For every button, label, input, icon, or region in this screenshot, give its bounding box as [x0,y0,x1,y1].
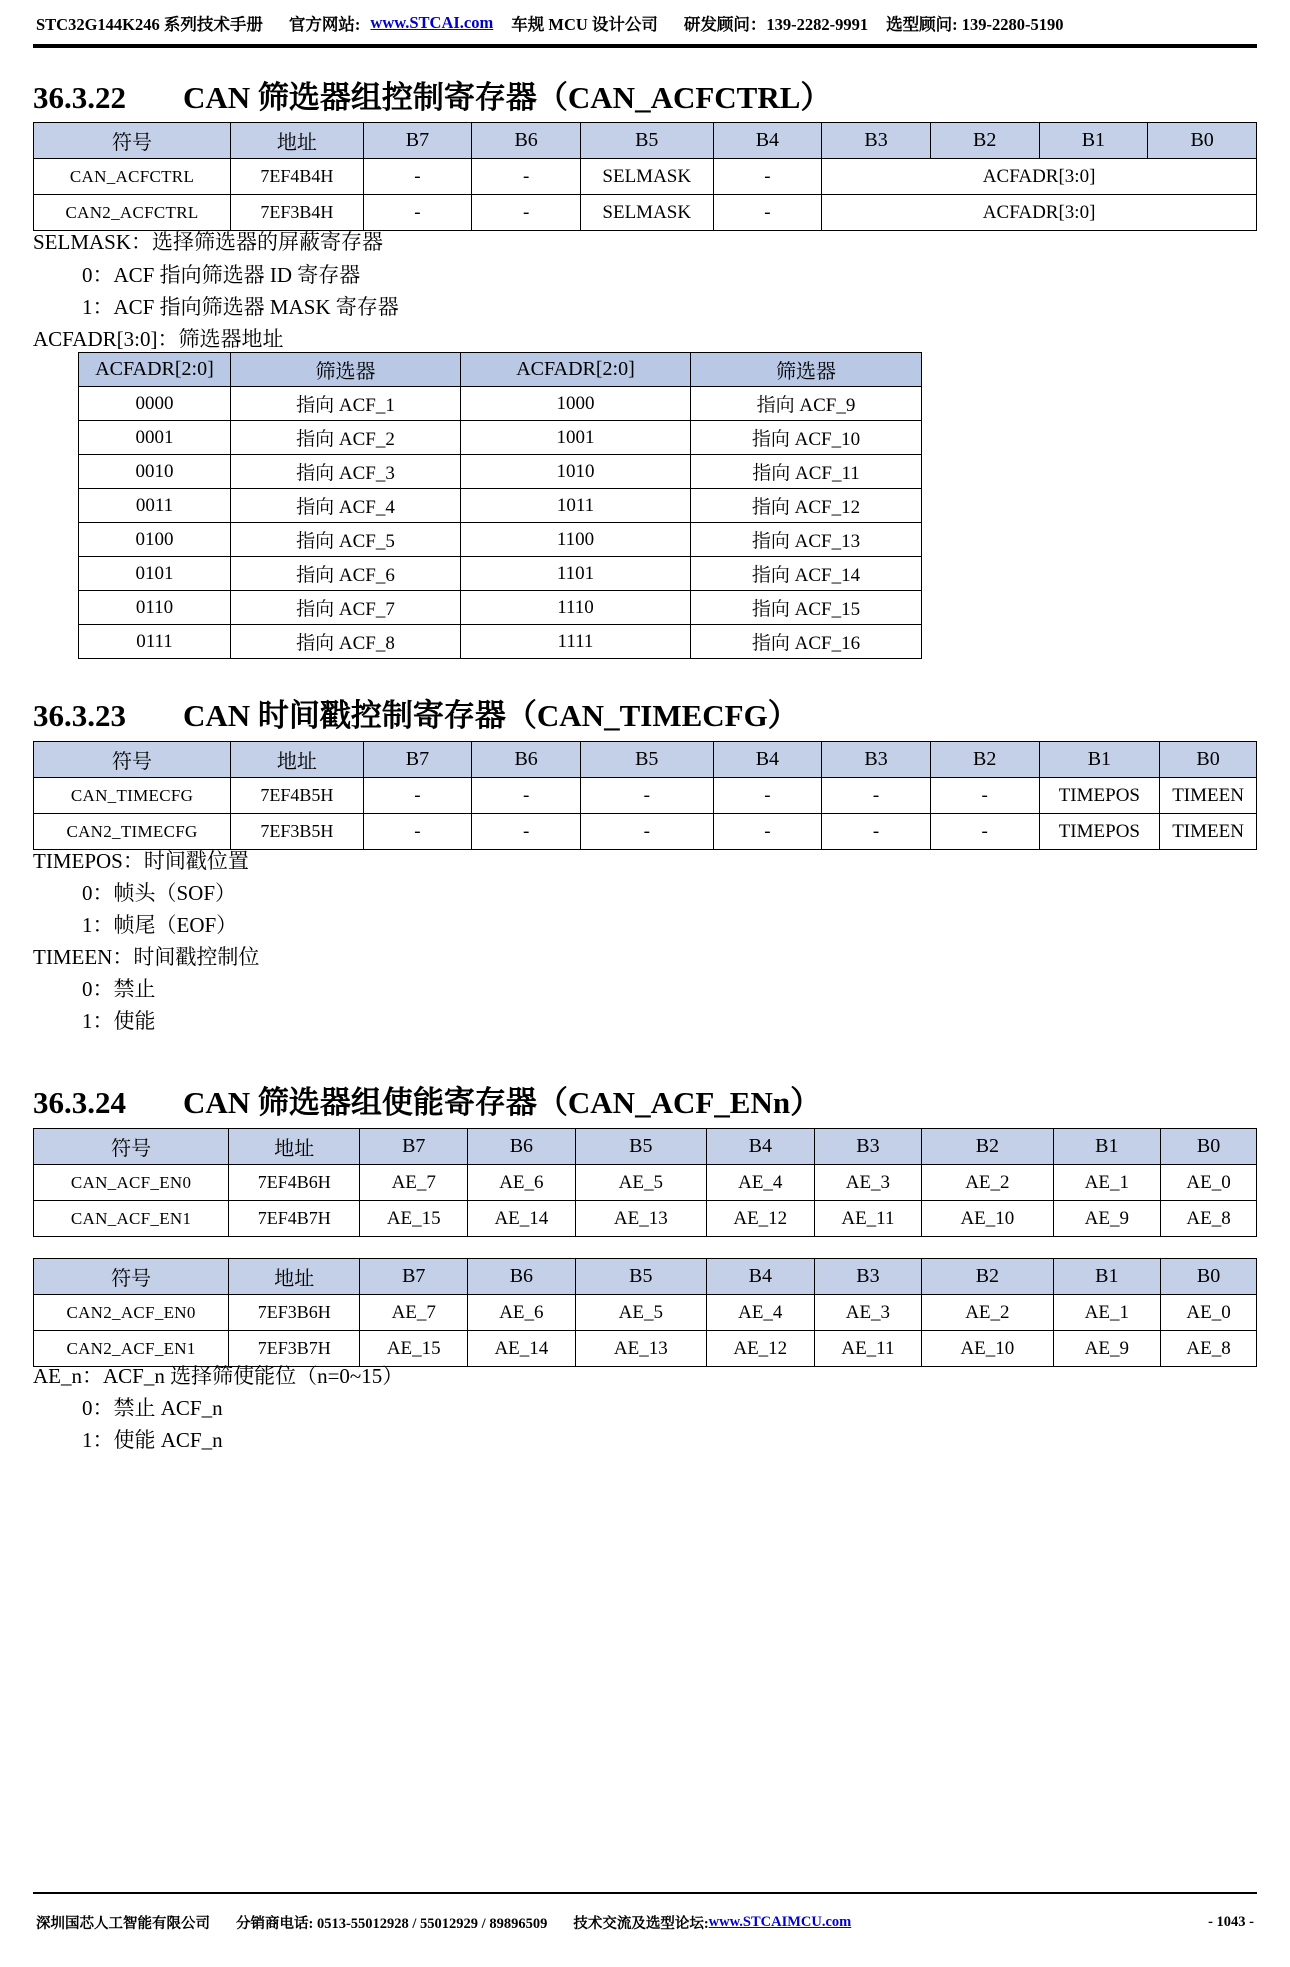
cell-symbol: CAN2_ACF_EN1 [34,1331,229,1367]
cell-b6: - [472,159,581,195]
table-row [79,625,922,659]
ae-n-value-1: 1：使能 ACF_n [82,1428,223,1452]
footer-company: 深圳国芯人工智能有限公司 [36,1915,210,1932]
cell-b6: AE_14 [468,1201,576,1237]
can-timecfg-register-table [33,741,1257,850]
col-header-b7: B7 [363,123,472,159]
cell-b2: - [930,778,1039,814]
cell-symbol: CAN_ACFCTRL [34,159,231,195]
timeen-value-1: 1：使能 [82,1009,156,1033]
cell-symbol: CAN2_TIMECFG [34,814,231,850]
col-header-b1: B1 [1039,123,1148,159]
cell-address: 7EF3B7H [229,1331,360,1367]
col-header-symbol: 符号 [34,1129,229,1165]
section-title: CAN 时间戳控制寄存器（CAN_TIMECFG） [183,698,799,733]
cell-symbol: CAN_ACF_EN0 [34,1165,229,1201]
cell-b2: - [930,814,1039,850]
col-header-b1: B1 [1053,1129,1161,1165]
cell-filter-right: 指向 ACF_9 [691,387,922,421]
cell-acfadr-left: 0111 [79,625,231,659]
section-number: 36.3.24 [33,1085,126,1120]
timeen-value-0: 0：禁止 [82,977,156,1001]
table-row [79,489,922,523]
cell-address: 7EF3B6H [229,1295,360,1331]
cell-b6: AE_6 [468,1295,576,1331]
col-header-b4: B4 [713,123,822,159]
cell-b6: AE_14 [468,1331,576,1367]
cell-filter-left: 指向 ACF_3 [231,455,461,489]
table-header-row [79,353,922,387]
cell-b5: - [580,814,713,850]
col-header-b6: B6 [468,1259,576,1295]
cell-filter-right: 指向 ACF_16 [691,625,922,659]
cell-b0: AE_8 [1161,1331,1257,1367]
cell-b3: AE_3 [814,1165,922,1201]
cell-acfadr-left: 0101 [79,557,231,591]
acfadr-mapping-table [78,352,922,659]
page-header [0,0,1290,46]
cell-b6: - [472,195,581,231]
cell-filter-right: 指向 ACF_14 [691,557,922,591]
header-selection-consultant: 选型顾问: 139-2280-5190 [886,15,1064,34]
timepos-description-title: TIMEPOS：时间戳位置 [33,849,249,873]
cell-b4: AE_4 [706,1165,814,1201]
footer-page-number: - 1043 - [1208,1913,1254,1930]
col-header-b6: B6 [468,1129,576,1165]
col-header-b6: B6 [472,742,581,778]
col-header-address: 地址 [229,1259,360,1295]
cell-b6: AE_6 [468,1165,576,1201]
col-header-b0: B0 [1161,1129,1257,1165]
col-header-b0: B0 [1160,742,1257,778]
cell-b4: AE_12 [706,1201,814,1237]
cell-b4: AE_4 [706,1295,814,1331]
header-divider [33,44,1257,48]
cell-acfadr-right: 1110 [461,591,691,625]
cell-address: 7EF3B4H [231,195,364,231]
table-row [34,1201,1257,1237]
col-header-address: 地址 [229,1129,360,1165]
cell-b4: - [713,195,822,231]
timeen-description-title: TIMEEN：时间戳控制位 [33,945,260,969]
section-heading-36-3-23 [33,690,799,735]
cell-acfadr-left: 0110 [79,591,231,625]
table-row [79,421,922,455]
col-header-acfadr-right: ACFADR[2:0] [461,353,691,387]
header-rnd-consultant: 研发顾问：139-2282-9991 [683,15,869,34]
cell-b1: AE_1 [1053,1165,1161,1201]
col-header-b2: B2 [922,1129,1053,1165]
cell-symbol: CAN_TIMECFG [34,778,231,814]
cell-b1: TIMEPOS [1039,814,1160,850]
col-header-b5: B5 [575,1259,706,1295]
col-header-b4: B4 [706,1129,814,1165]
cell-acfadr-left: 0011 [79,489,231,523]
col-header-b4: B4 [713,742,822,778]
col-header-b2: B2 [930,742,1039,778]
table-header-row [34,1259,1257,1295]
footer-distributor-phones: 分销商电话: 0513-55012928 / 55012929 / 89896509 [236,1915,548,1932]
section-number: 36.3.23 [33,698,126,733]
cell-acfadr-right: 1010 [461,455,691,489]
cell-b2: AE_2 [922,1165,1053,1201]
cell-filter-right: 指向 ACF_13 [691,523,922,557]
col-header-b7: B7 [360,1129,468,1165]
section-heading-36-3-24 [33,1077,821,1122]
footer-forum-link[interactable]: www.STCAIMCU.com [708,1913,852,1930]
cell-acfadr-right: 1001 [461,421,691,455]
cell-b3: - [822,778,931,814]
cell-address: 7EF4B7H [229,1201,360,1237]
cell-b7: AE_15 [360,1201,468,1237]
header-site-link[interactable]: www.STCAI.com [370,13,494,32]
col-header-b2: B2 [922,1259,1053,1295]
cell-acfadr-right: 1011 [461,489,691,523]
ae-n-description-title: AE_n：ACF_n 选择筛使能位（n=0~15） [33,1364,404,1388]
cell-b2: AE_10 [922,1201,1053,1237]
cell-b3: AE_11 [814,1201,922,1237]
cell-b0: AE_0 [1161,1295,1257,1331]
table-row [79,455,922,489]
cell-b1: AE_1 [1053,1295,1161,1331]
section-heading-36-3-22 [33,72,831,117]
cell-b7: - [363,814,472,850]
cell-symbol: CAN2_ACF_EN0 [34,1295,229,1331]
cell-filter-right: 指向 ACF_11 [691,455,922,489]
cell-b7: AE_15 [360,1331,468,1367]
cell-acfadr-span: ACFADR[3:0] [822,159,1257,195]
col-header-b3: B3 [814,1259,922,1295]
cell-b3: - [822,814,931,850]
cell-b0: TIMEEN [1160,778,1257,814]
can-acf-en-register-table-1 [33,1128,1257,1237]
col-header-b1: B1 [1039,742,1160,778]
cell-b0: TIMEEN [1160,814,1257,850]
cell-b5: AE_5 [575,1295,706,1331]
cell-b2: AE_10 [922,1331,1053,1367]
cell-filter-right: 指向 ACF_10 [691,421,922,455]
table-row [79,387,922,421]
cell-b4: - [713,814,822,850]
cell-acfadr-left: 0000 [79,387,231,421]
cell-filter-right: 指向 ACF_15 [691,591,922,625]
cell-acfadr-right: 1000 [461,387,691,421]
col-header-b4: B4 [706,1259,814,1295]
cell-address: 7EF4B6H [229,1165,360,1201]
header-site-label: 官方网站: [288,15,361,34]
section-title: CAN 筛选器组使能寄存器（CAN_ACF_ENn） [183,1085,822,1120]
cell-b7: AE_7 [360,1165,468,1201]
selmask-description-title: SELMASK：选择筛选器的屏蔽寄存器 [33,230,384,254]
cell-filter-left: 指向 ACF_2 [231,421,461,455]
table-header-row [34,742,1257,778]
cell-b5: SELMASK [580,159,713,195]
cell-b7: - [363,159,472,195]
cell-address: 7EF4B5H [231,778,364,814]
col-header-b7: B7 [360,1259,468,1295]
cell-address: 7EF4B4H [231,159,364,195]
section-number: 36.3.22 [33,80,126,115]
cell-b6: - [472,814,581,850]
cell-acfadr-left: 0010 [79,455,231,489]
table-row [79,557,922,591]
cell-acfadr-span: ACFADR[3:0] [822,195,1257,231]
col-header-b3: B3 [822,742,931,778]
table-header-row [34,1129,1257,1165]
cell-b1: AE_9 [1053,1201,1161,1237]
cell-filter-left: 指向 ACF_4 [231,489,461,523]
cell-acfadr-right: 1101 [461,557,691,591]
cell-b6: - [472,778,581,814]
cell-b7: - [363,778,472,814]
selmask-value-1: 1：ACF 指向筛选器 MASK 寄存器 [82,295,399,319]
section-title: CAN 筛选器组控制寄存器（CAN_ACFCTRL） [183,80,832,115]
col-header-b5: B5 [580,123,713,159]
col-header-b3: B3 [822,123,931,159]
cell-b3: AE_3 [814,1295,922,1331]
cell-symbol: CAN_ACF_EN1 [34,1201,229,1237]
cell-b1: TIMEPOS [1039,778,1160,814]
cell-b4: - [713,159,822,195]
cell-b2: AE_2 [922,1295,1053,1331]
ae-n-value-0: 0：禁止 ACF_n [82,1396,223,1420]
cell-b5: AE_5 [575,1165,706,1201]
cell-filter-left: 指向 ACF_7 [231,591,461,625]
col-header-b3: B3 [814,1129,922,1165]
cell-b4: - [713,778,822,814]
cell-filter-left: 指向 ACF_8 [231,625,461,659]
cell-b3: AE_11 [814,1331,922,1367]
col-header-acfadr-left: ACFADR[2:0] [79,353,231,387]
col-header-symbol: 符号 [34,742,231,778]
cell-acfadr-left: 0100 [79,523,231,557]
cell-b0: AE_8 [1161,1201,1257,1237]
cell-filter-left: 指向 ACF_6 [231,557,461,591]
can-acfctrl-register-table [33,122,1257,231]
table-header-row [34,123,1257,159]
col-header-symbol: 符号 [34,123,231,159]
cell-filter-left: 指向 ACF_1 [231,387,461,421]
cell-filter-right: 指向 ACF_12 [691,489,922,523]
header-company: 车规 MCU 设计公司 [511,15,658,34]
cell-filter-left: 指向 ACF_5 [231,523,461,557]
cell-b0: AE_0 [1161,1165,1257,1201]
cell-symbol: CAN2_ACFCTRL [34,195,231,231]
acfadr-description-title: ACFADR[3:0]：筛选器地址 [33,327,284,351]
can2-acf-en-register-table-2 [33,1258,1257,1367]
col-header-b0: B0 [1161,1259,1257,1295]
selmask-value-0: 0：ACF 指向筛选器 ID 寄存器 [82,263,361,287]
col-header-b7: B7 [363,742,472,778]
col-header-b5: B5 [575,1129,706,1165]
footer-divider [33,1892,1257,1894]
col-header-b0: B0 [1148,123,1257,159]
page-footer [0,1902,1290,1942]
table-row [79,523,922,557]
col-header-b6: B6 [472,123,581,159]
table-row [34,1165,1257,1201]
timepos-value-0: 0：帧头（SOF） [82,881,237,905]
col-header-filter-left: 筛选器 [231,353,461,387]
cell-b5: AE_13 [575,1201,706,1237]
cell-b5: SELMASK [580,195,713,231]
header-manual-title: STC32G144K246 系列技术手册 [36,15,263,34]
col-header-b5: B5 [580,742,713,778]
cell-b4: AE_12 [706,1331,814,1367]
cell-b5: - [580,778,713,814]
table-row [34,778,1257,814]
cell-b7: AE_7 [360,1295,468,1331]
cell-acfadr-left: 0001 [79,421,231,455]
cell-b5: AE_13 [575,1331,706,1367]
cell-acfadr-right: 1111 [461,625,691,659]
timepos-value-1: 1：帧尾（EOF） [82,913,238,937]
cell-acfadr-right: 1100 [461,523,691,557]
cell-address: 7EF3B5H [231,814,364,850]
table-row [79,591,922,625]
table-row [34,1295,1257,1331]
col-header-address: 地址 [231,742,364,778]
footer-forum-label: 技术交流及选型论坛: [573,1915,709,1932]
col-header-filter-right: 筛选器 [691,353,922,387]
table-row [34,159,1257,195]
cell-b1: AE_9 [1053,1331,1161,1367]
col-header-b1: B1 [1053,1259,1161,1295]
cell-b7: - [363,195,472,231]
col-header-address: 地址 [231,123,364,159]
col-header-b2: B2 [930,123,1039,159]
col-header-symbol: 符号 [34,1259,229,1295]
